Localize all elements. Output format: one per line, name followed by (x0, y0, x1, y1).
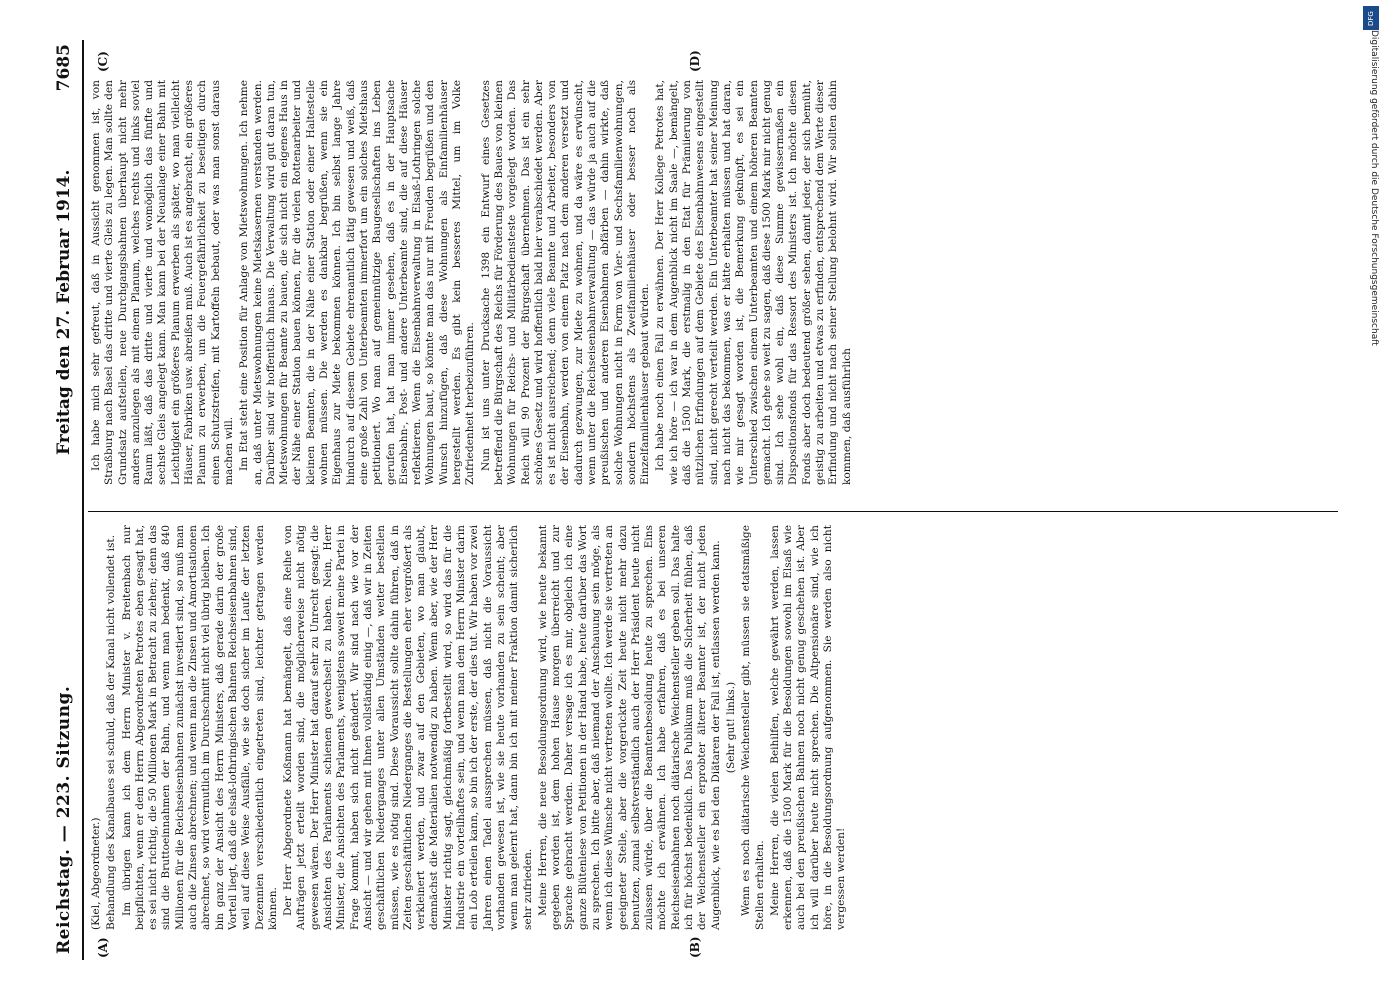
page-number: 7685 (54, 44, 74, 92)
paragraph: Behandlung des Kanalbaues sei schuld, daß der Kanal nicht vollendet ist. (105, 534, 118, 930)
left-column (90, 525, 851, 930)
page-header (48, 40, 84, 960)
marker-a: (A) (96, 937, 110, 958)
paragraph: Im übrigen kann ich dem Herrn Minister v. Breitenbach nur beipflichten, wenn er dem Herrn Abgeordneten Petrotes eben gesagt hat, es sei nicht richtig, die 50 Millionen Mark in Betracht zu ziehen; denn das sind die Bruttoeinnahmen der Bahn, und wenn man bedenkt, daß 840 Millionen für die Reichseisenbahnen zunächst investiert sind, so muß man auch die Zinsen abrechnen; und wenn man die Zinsen und Amortisationen abrechnet, so wird vermutlich im Durchschnitt nicht viel übrig bleiben. Ich bin ganz der Ansicht des Herrn Ministers, daß gerade darin der große Vorteil liegt, daß die elsaß-lothringischen Bahnen Reichseisenbahnen sind, weil auf diese Weise Ausfälle, wie sie doch sicher im Laufe der letzten Dezennien verschiedentlich eingetreten sind, leichter getragen werden können. (120, 525, 279, 930)
header-date: Freitag den 27. Februar 1914. (54, 169, 74, 455)
digitization-note-text: Digitalisierung gefördert durch die Deutsche Forschungsgemeinschaft (1369, 30, 1379, 346)
digitization-note (1363, 30, 1379, 970)
paragraph: Wenn es noch diätarische Weichensteller gibt, müssen sie etatsmäßige Stellen erhalten. (740, 525, 766, 930)
column-divider (88, 511, 1338, 512)
applause-note: (Sehr gut! links.) (724, 681, 737, 774)
marker-b: (B) (688, 936, 702, 958)
paragraph: Meine Herren, die neue Besoldungsordnung wird, wie heute bekannt gegeben worden ist, dem hohen Hause morgen überreicht und zur Sprache gebracht werden. Daher versage ich es mir, obgleich ich eine ganze Blütenlese von Petitionen in der Hand habe, heute darüber das Wort zu sprechen. Ich bitte aber, daß niemand der Anschauung sein möge, als wenn ich diese Wünsche nicht vertreten wollte. Ich werde sie vertreten an geeigneter Stelle, aber die vorgerückte Zeit heute nicht mehr dazu benutzen, zumal selbstverständlich auch der Herr Präsident heute nicht zulassen würde, über die Beamtenbesoldung heute zu sprechen. Eins möchte ich erwähnen. Ich habe erfahren, daß es bei unseren Reichseisenbahnen noch diätarische Weichensteller geben soll. Das halte ich für höchst bedenklich. Das Publikum muß die Sicherheit fühlen, daß der Weichensteller ein erprobter älterer Beamter ist, der nicht jeden Augenblick, wie es bei den Diätaren der Fall ist, entlassen werden kann. (536, 525, 722, 930)
paragraph: Ich habe noch einen Fall zu erwähnen. Der Herr Kollege Petrotes hat, wie ich höre — ich war in dem Augenblick nicht im Saale —, bemängelt, daß die 1500 Mark, die erstmalig in den Etat für Prämiierung von nützlichen Erfindungen auf dem Gebiete des Eisenbahnwesens eingestellt sind, nicht gerecht verteilt werden. Ein Unterbeamter hat seiner Meinung nach nicht das bekommen, was er hätte erhalten müssen und hat daran, wie mir gesagt worden ist, die Bemerkung geknüpft, es sei ein Unterschied zwischen einem Unterbeamten und einem höheren Beamten gemacht. Ich gehe so weit zu sagen, daß diese 1500 Mark mir nicht genug sind. Ich sehe wohl ein, daß diese Summe gewissermaßen ein Dispositionsfonds für das Ressort des Ministers ist. Ich möchte diesen Fonds aber doch bedeutend größer sehen, damit jeder, der sich bemüht, geistig zu arbeiten und etwas zu erfinden, entsprechend dem Werte dieser Erfindung und nicht nach seiner Stellung belohnt wird. Wir sollten dahin kommen, daß ausführlich (654, 80, 853, 485)
rotated-page (48, 40, 1348, 960)
right-column (90, 80, 856, 485)
paragraph: Ich habe mich sehr gefreut, daß in Aussicht genommen ist, von Straßburg nach Basel das dritte und vierte Gleis zu legen. Man sollte den Grundsatz aufstellen, neue Durchgangsbahnen überhaupt nicht mehr anders anzulegen als mit einem Planum, welches rechts und links soviel Raum läßt, daß das dritte und vierte und womöglich das fünfte und sechste Gleis angelegt kann. Man kann bei der Neuanlage einer Bahn mit Leichtigkeit ein größeres Planum erwerben als später, wo man vielleicht Häuser, Fabriken usw. abreißen muß. Auch ist es angebracht, ein größeres Planum zu erwerben, um die Feuergefährlichkeit zu beseitigen durch einen Schutzstreifen, mit Kartoffeln bebaut, oder was man sonst daraus machen will. (90, 80, 235, 485)
dfg-logo: DFG (1363, 6, 1379, 30)
paragraph: Der Herr Abgeordnete Koßmann hat bemängelt, daß eine Reihe von Aufträgen jetzt erteilt worden sind, die möglicherweise nicht nötig gewesen wären. Der Herr Minister hat darauf sehr zu Unrecht gesagt: die Ansichten des Parlaments schienen gewechselt zu haben. Nein, Herr Minister, die Ansichten des Parlaments, wenigstens soweit meine Partei in Frage kommt, haben sich nicht geändert. Wir sind nach wie vor der Ansicht — und wir gehen mit Ihnen vollständig einig —, daß wir in Zeiten geschäftlichen Niederganges unter allen Umständen weiter bestellen müssen, wie es nötig sind. Diese Voraussicht sollte dahin führen, daß in Zeiten geschäftlichen Niederganges die Bestellungen eher vergrößert als verkleinert werden, und zwar auf den Gebieten, wo man glaubt, demnächst die Materialien notwendig zu haben. Wenn aber, wie der Herr Minister richtig sagt, gleichmäßig fortbestellt wird, so wird das für die Industrie ein vorteilhaftes sein, und wenn man dem Herrn Minister darin ein Lob erteilen kann, so bin ich der erste, der dies tut. Wir haben vor zwei Jahren einen Tadel aussprechen müssen, daß nicht die Voraussicht vorhanden gewesen ist, wie sie heute vorhanden zu sein scheint; aber wenn man gelernt hat, dann bin ich mit meiner Fraktion damit sicherlich sehr zufrieden. (282, 525, 534, 930)
marker-c: (C) (96, 51, 110, 72)
paragraph: Im Etat steht eine Position für Anlage von Mietswohnungen. Ich nehme an, daß unter Mietswohnungen keine Mietskasernen verstanden werden. Darüber sind wir hoffentlich hinaus. Die Verwaltung wird gut daran tun, Mietswohnungen für Beamte zu bauen, die sich nicht ein eigenes Haus in der Nähe einer Station bauen können, für die vielen Rottenarbeiter und kleinen Beamten, die in der Nähe einer Station oder einer Haltestelle wohnen müssen. Die werden es dankbar begrüßen, wenn sie ein Eigenhaus zur Miete bekommen können. Ich bin selbst lange Jahre hindurch auf diesem Gebiete ehrenamtlich tätig gewesen und weiß, daß eine große Zahl von Unterbeamten immerfort um ein solches Mietshaus petitioniert. Wo man auf gemeinnützige Baugesellschaften ins Leben gerufen hat, hat man immer gesehen, daß es in der Hauptsache Eisenbahn-, Post- und andere Unterbeamte sind, die auf diese Häuser reflektieren. Wenn die Eisenbahnverwaltung in Elsaß-Lothringen solche Wohnungen baut, so könnte man das nur mit Freuden begrüßen und den Wunsch hinzufügen, daß diese Wohnungen als Einfamilienhäuser hergestellt werden. Es gibt kein besseres Mittel, um im Volke Zufriedenheit herbeizuführen. (238, 80, 477, 485)
speaker-note: (Kiel, Abgeordneter.) (90, 817, 102, 930)
paragraph: Nun ist uns unter Drucksache 1398 ein Entwurf eines Gesetzes betreffend die Bürgschaft des Reichs für Förderung des Baues von kleinen Wohnungen für Reichs- und Militärbediensteste vorgelegt worden. Das Reich will 90 Prozent der Bürgschaft übernehmen. Das ist ein sehr schönes Gesetz und wird hoffentlich bald hier verabschiedet werden. Aber es ist nicht ausreichend; denn viele Beamte und Arbeiter, besonders von der Eisenbahn, werden von einem Platz nach dem anderen versetzt und dadurch gezwungen, zur Miete zu wohnen, und da wäre es erwünscht, wenn unter die Reichseisenbahnverwaltung — das würde ja auch auf die preußischen und anderen Eisenbahnen abfärben — dahin wirkte, daß solche Wohnungen nicht in Form von Vier- und Sechsfamilienwohnungen, sondern höchstens als Zweifamilienhäuser oder besser noch als Einzelfamilienhäuser gebaut würden. (479, 80, 652, 485)
header-session: Reichstag. — 223. Sitzung. (54, 685, 74, 954)
paragraph: Meine Herren, die vielen Beihilfen, welche gewährt werden, lassen erkennen, daß die 1500 Mark für die Besoldungen sowohl im Elsaß wie auch bei den preußischen Bahnen noch nicht genug geschehen ist. Aber ich will darüber heute nicht sprechen. Die Altpensionäre sind, wie ich höre, in die Besoldungsordnung aufgenommen. Sie werden also nicht vergessen werden! (768, 525, 848, 930)
marker-d: (D) (688, 50, 702, 72)
